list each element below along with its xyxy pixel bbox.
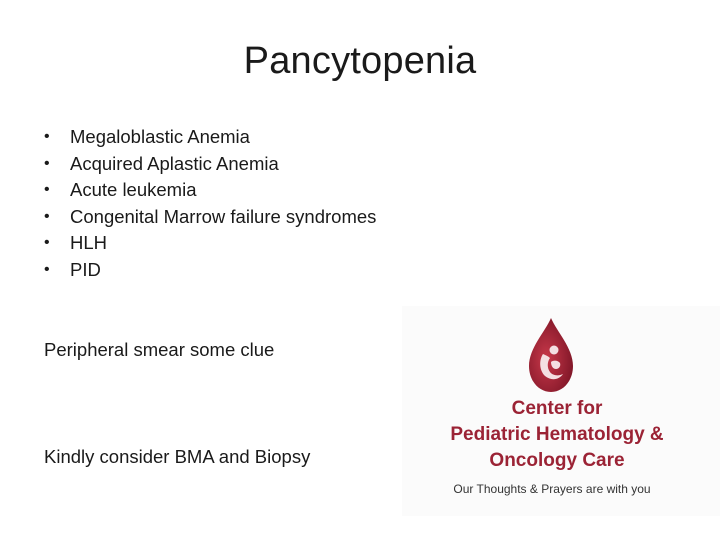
bullet-text: HLH [70,232,108,253]
slide-title: Pancytopenia [243,40,477,82]
blood-drop-mother-child-icon [523,316,579,394]
bullet-text: Megaloblastic Anemia [70,126,250,147]
bullet-text: PID [70,258,101,280]
logo-line-3: Oncology Care [489,450,625,471]
center-logo [402,306,720,516]
list-item [44,124,376,151]
bullet-text: Congenital Marrow failure syndromes [70,205,377,227]
logo-line-2: Pediatric Hematology & [450,424,664,445]
bullet-icon: • [44,234,50,251]
list-item [44,151,376,178]
bullet-text: Acute leukemia [70,179,197,200]
bullet-icon: • [44,207,50,225]
list-item [44,230,376,257]
bullet-list [44,124,376,283]
bullet-icon: • [44,128,50,145]
logo-tagline: Our Thoughts & Prayers are with you [453,482,651,496]
list-item [44,204,376,231]
bullet-icon: • [44,260,50,278]
bullet-icon: • [44,181,50,198]
bullet-icon: • [44,154,50,172]
list-item [44,257,376,284]
smear-note: Peripheral smear some clue [44,339,275,360]
list-item [44,177,376,204]
bma-note: Kindly consider BMA and Biopsy [44,446,311,467]
logo-line-1: Center for [511,398,603,419]
bullet-text: Acquired Aplastic Anemia [70,152,279,174]
